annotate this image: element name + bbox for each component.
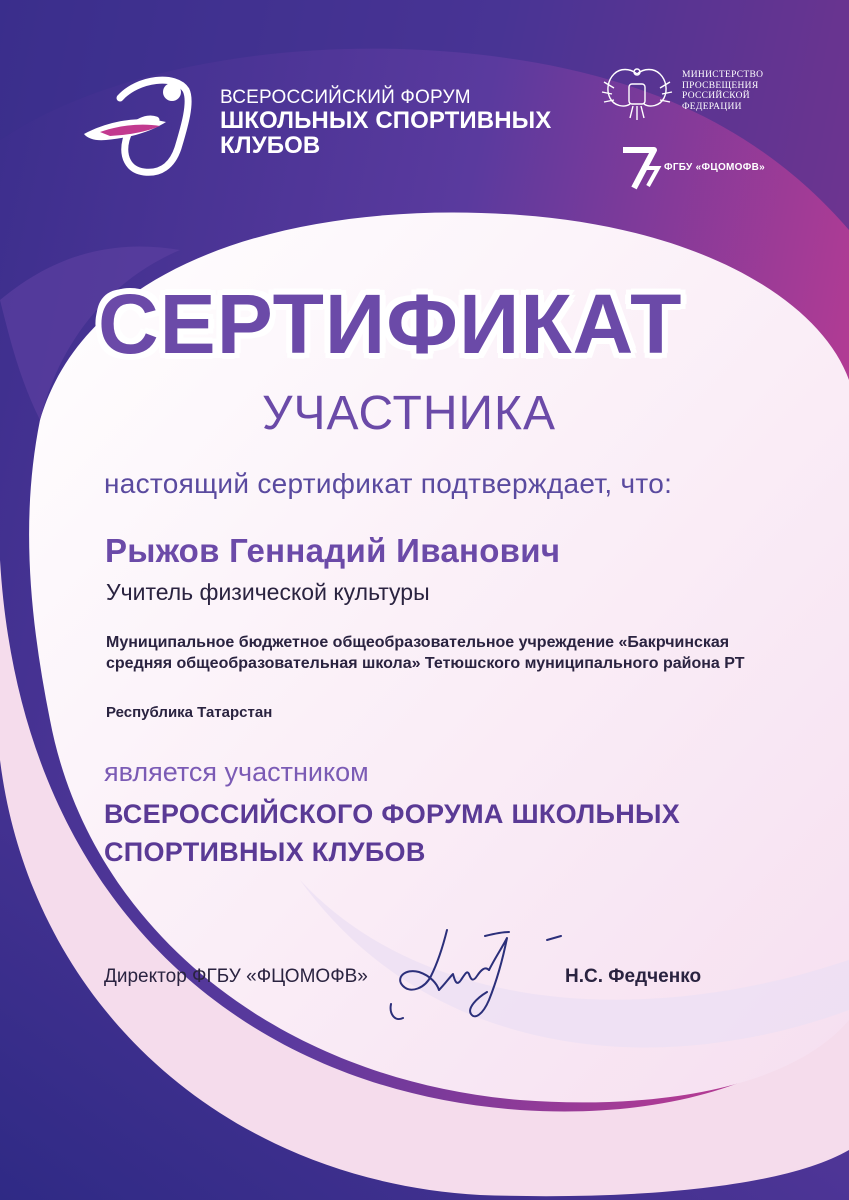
ministry-line3: РОССИЙСКОЙ — [682, 91, 750, 102]
forum-title-line2: ШКОЛЬНЫХ СПОРТИВНЫХ — [220, 106, 552, 134]
double-headed-eagle-emblem — [600, 64, 674, 124]
ministry-line1: МИНИСТЕРСТВО — [682, 70, 764, 80]
seven-logo — [620, 146, 662, 192]
recipient-organization: Муниципальное бюджетное общеобразовательное учреждение «Бакрчинская средняя общеобразовательная школа» Тетюшского муниципального района РТ — [106, 634, 745, 673]
forum-title-line3: КЛУБОВ — [220, 132, 321, 160]
certificate-subtitle: УЧАСТНИКА — [262, 387, 556, 440]
recipient-region: Республика Татарстан — [106, 704, 273, 721]
forum-name-line1: ВСЕРОССИЙСКОГО ФОРУМА ШКОЛЬНЫХ — [104, 799, 681, 829]
confirms-text: настоящий сертификат подтверждает, что: — [104, 468, 673, 499]
fgbu-label: ФГБУ «ФЦОМОФВ» — [664, 162, 765, 173]
recipient-name: Рыжов Геннадий Иванович — [105, 532, 561, 569]
recipient-position: Учитель физической культуры — [106, 579, 430, 605]
handwritten-signature — [385, 918, 575, 1033]
director-label: Директор ФГБУ «ФЦОМОФВ» — [104, 966, 368, 987]
ministry-line2: ПРОСВЕЩЕНИЯ — [682, 80, 759, 91]
signer-name: Н.С. Федченко — [565, 966, 702, 987]
ministry-name — [682, 70, 763, 113]
forum-runner-logo — [80, 70, 200, 180]
certificate-title: СЕРТИФИКАТ — [98, 277, 683, 371]
certificate-title-wrap — [98, 277, 683, 371]
is-participant-text: является участником — [104, 757, 369, 787]
ministry-line4: ФЕДЕРАЦИИ — [682, 101, 742, 112]
forum-title-line1: ВСЕРОССИЙСКИЙ ФОРУМ — [220, 87, 471, 108]
forum-title — [220, 88, 551, 158]
forum-name-line2: СПОРТИВНЫХ КЛУБОВ — [104, 836, 426, 867]
forum-name-block — [104, 796, 680, 872]
